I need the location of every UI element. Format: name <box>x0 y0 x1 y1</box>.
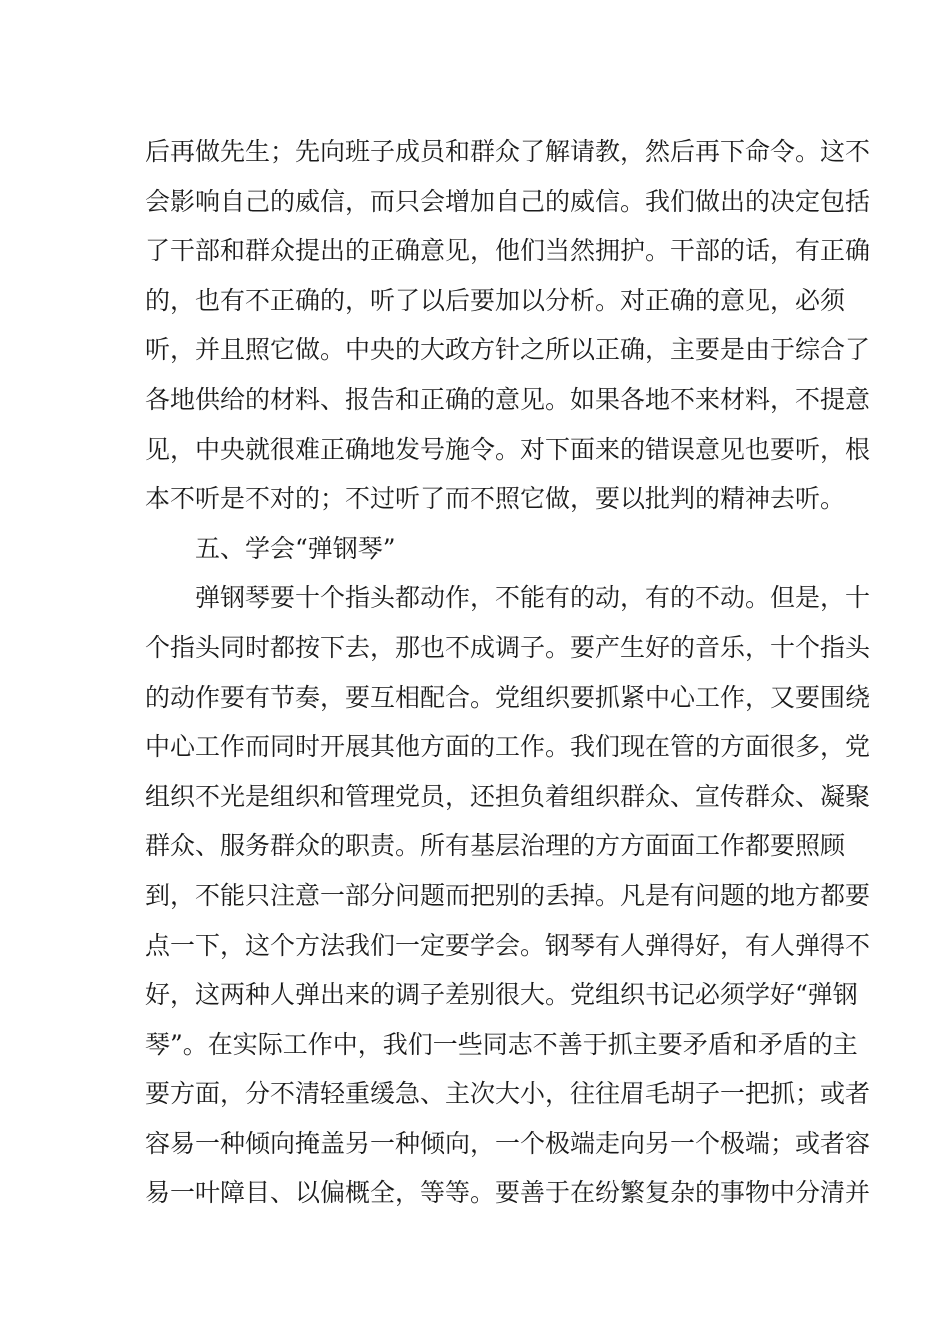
text-line: 中心工作而同时开展其他方面的工作。我们现在管的方面很多，党 <box>145 732 871 762</box>
text-line: 各地供给的材料、报告和正确的意见。如果各地不来材料，不提意 <box>145 384 871 414</box>
text-line: 到，不能只注意一部分问题而把别的丢掉。凡是有问题的地方都要 <box>145 880 871 910</box>
text-line: 易一叶障目、以偏概全，等等。要善于在纷繁复杂的事物中分清并 <box>145 1178 871 1208</box>
paragraph-2 <box>145 573 871 1218</box>
text-line: 的动作要有节奏，要互相配合。党组织要抓紧中心工作，又要围绕 <box>145 682 871 712</box>
text-line: 群众、服务群众的职责。所有基层治理的方方面面工作都要照顾 <box>145 831 846 861</box>
section-heading: 五、学会“弹钢琴” <box>195 533 396 563</box>
paragraph-1 <box>145 127 871 524</box>
text-line: 见，中央就很难正确地发号施令。对下面来的错误意见也要听，根 <box>145 434 871 464</box>
text-line: 了干部和群众提出的正确意见，他们当然拥护。干部的话，有正确 <box>145 236 871 266</box>
text-line: 点一下，这个方法我们一定要学会。钢琴有人弹得好，有人弹得不 <box>145 930 871 960</box>
text-line: 本不听是不对的；不过听了而不照它做，要以批判的精神去听。 <box>145 484 846 514</box>
text-line: 个指头同时都按下去，那也不成调子。要产生好的音乐，十个指头 <box>145 632 871 662</box>
text-line: 琴”。在实际工作中，我们一些同志不善于抓主要矛盾和矛盾的主 <box>145 1029 858 1059</box>
text-line: 弹钢琴要十个指头都动作，不能有的动，有的不动。但是，十 <box>195 583 871 613</box>
text-line: 好，这两种人弹出来的调子差别很大。党组织书记必须学好“弹钢 <box>145 980 858 1010</box>
text-line: 后再做先生；先向班子成员和群众了解请教，然后再下命令。这不 <box>145 137 871 166</box>
text-line: 容易一种倾向掩盖另一种倾向，一个极端走向另一个极端；或者容 <box>145 1128 871 1158</box>
text-line: 组织不光是组织和管理党员，还担负着组织群众、宣传群众、凝聚 <box>145 781 871 811</box>
text-line: 听，并且照它做。中央的大政方针之所以正确，主要是由于综合了 <box>145 335 871 365</box>
text-line: 要方面，分不清轻重缓急、主次大小，往往眉毛胡子一把抓；或者 <box>145 1079 871 1109</box>
text-line: 会影响自己的威信，而只会增加自己的威信。我们做出的决定包括 <box>145 186 871 216</box>
text-line: 的，也有不正确的，听了以后要加以分析。对正确的意见，必须 <box>145 285 846 315</box>
document-body <box>145 127 871 1218</box>
